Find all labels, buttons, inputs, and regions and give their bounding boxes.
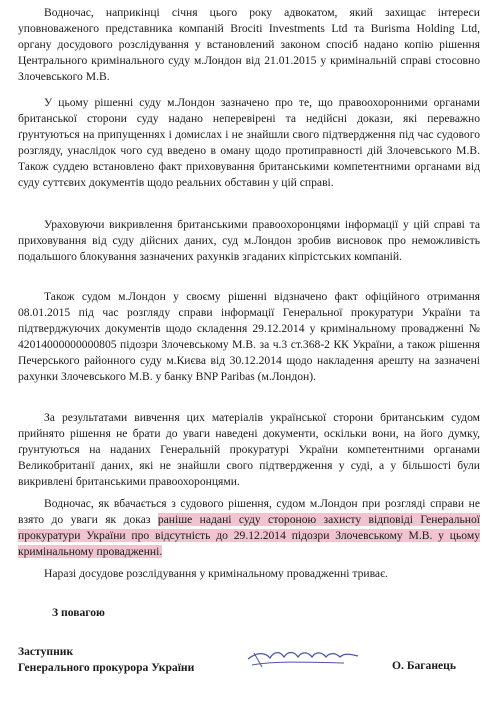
signatory-title-line-2: Генерального прокурора України [18, 661, 195, 674]
highlighted-passage: раніше надані суду стороною захисту відповіді Генеральної прокуратури України про відсутність до 29.12.2014 підозри Злочевському М.В. у цьому кримінальному провадженні. [18, 513, 480, 559]
closing-line: З повагою [52, 606, 105, 619]
paragraph-5: За результатами вивчення цих матеріалів української сторони британським судом прийнято рішення не брати до уваги наведені документи, оскільки вони, на його думку, ґрунтуються на наданих Генеральній прокуратурі України компетентними органами Великобританії даних, які не знайшли свого підтвердження у суді, а у більшості були викривлені британськими правоохоронцями. [18, 411, 480, 489]
signatory-name: О. Баганець [392, 659, 456, 672]
paragraph-2: У цьому рішенні суду м.Лондон зазначено про те, що правоохоронними органами британської сторони суду надано неперевірені та недійсні докази, які переважно ґрунтуються на припущеннях і домислах і не знайшли свого підтвердження під час судового розгляду, унаслідок чого суд введено в оману щодо протиправності дій Злочевського М.В. Також суддею встановлено факт приховування британськими компетентними органами від суду суттєвих документів щодо реальних обставин у цій справі. [18, 96, 480, 190]
paragraph-6-text: Водночас, як вбачається з судового рішення, судом м.Лондон при розгляді справи не взято до уваги як доказ [18, 497, 480, 527]
handwritten-signature [244, 647, 362, 673]
paragraph-6 [18, 496, 480, 560]
paragraph-3: Ураховуючи викривлення британськими правоохоронцями інформації у цій справі та приховування від суду дійсних даних, суд м.Лондон зробив висновок про неможливість подальшого блокування зазначених рахунків згаданих кіпрістських компаній. [18, 218, 480, 264]
paragraph-1: Водночас, наприкінці січня цього року адвокатом, який захищає інтереси уповноваженого представника компаній Brociti Investments Ltd та Burisma Holding Ltd, органу досудового розслідування у встановлений законом спосіб надано копію рішення Центрального кримінального суду м.Лондон від 21.01.2015 у кримінальній справі стосовно Злочевського М.В. [18, 6, 480, 84]
signatory-title-line-1: Заступник [18, 645, 74, 658]
paragraph-4: Також судом м.Лондон у своєму рішенні відзначено факт офіційного отримання 08.01.2015 під час розгляду справи інформації Генеральної прокуратури України та підтверджуючих документів щодо складення 29.12.2014 у кримінальному провадженні № 42014000000000805 підозри Злочевському М.В. за ч.3 ст.368-2 КК України, а також рішення Печерського районного суду м.Києва від 30.12.2014 щодо накладення арешту на зазначені рахунки Злочевського М.В. у банку BNP Paribas (м.Лондон). [18, 290, 480, 384]
paragraph-7: Наразі досудове розслідування у кримінальному провадженні триває. [44, 567, 388, 580]
